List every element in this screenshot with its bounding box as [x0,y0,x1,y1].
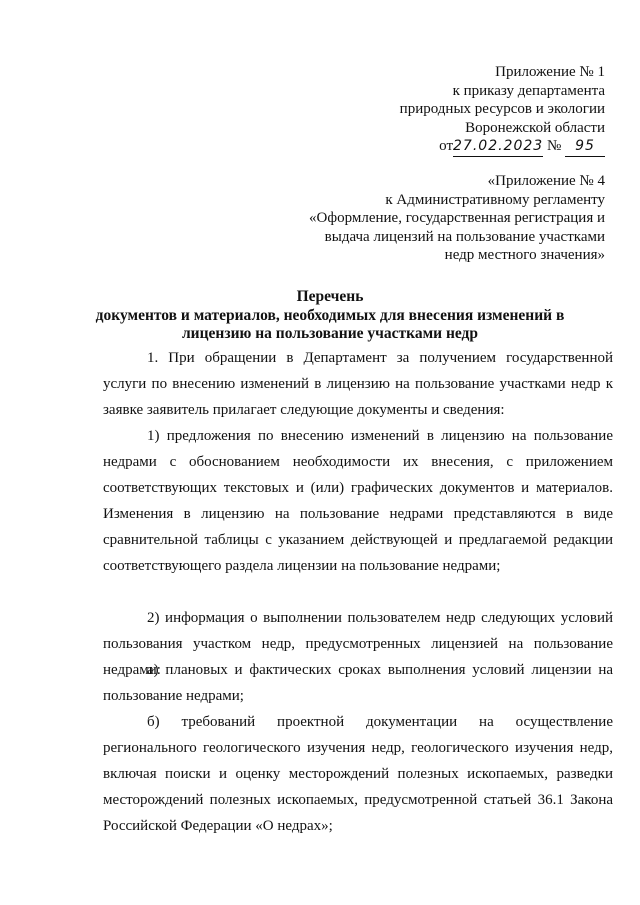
paragraph-1-2-b: б) требований проектной документации на осуществление регионального геологического изучения недр, геологического изучения недр, включая поиски и оценку месторождений полезных ископаемых, разведки месторождений полезных ископаемых, предусмотренной статьей 36.1 Закона Российской Федерации «О недрах»; [103,714,613,834]
appendix-1-title: Приложение № 1 [495,64,605,80]
title-line: документов и материалов, необходимых для внесения изменений в [95,306,565,324]
handwritten-number: 95 [565,137,605,157]
date-prefix: от [439,138,454,154]
title-line: лицензию на пользование участками недр [181,325,479,342]
appendix-4-header [309,172,605,265]
appendix-4-line: «Оформление, государственная регистрация и [309,210,605,226]
paragraph-1-2: 2) информация о выполнении пользователем недр следующих условий пользования участком недр, предусмотренных лицензией на пользование недрами: [103,610,613,678]
appendix-4-line: к Административному регламенту [385,191,605,208]
order-date-number-line [400,137,605,157]
appendix-1-header [400,63,605,157]
appendix-4-line: выдача лицензий на пользование участками [324,228,605,245]
handwritten-date: 27.02.2023 [453,137,543,157]
title-line: Перечень [296,288,364,305]
paragraph-1-1: 1) предложения по внесению изменений в лицензию на пользование недрами с обоснованием необходимости их внесения, с приложением соответствующих текстовых и (или) графических документов и материалов. Изменения в лицензию на пользование недрами представляются в виде сравнительной таблицы с указанием действующей и предлагаемой редакции соответствующего раздела лицензии на пользование недрами; [103,428,613,574]
paragraph-1-2-a: а) плановых и фактических сроках выполнения условий лицензии на пользование недрами; [103,662,613,704]
appendix-4-line: недр местного значения» [444,247,605,263]
paragraph-1: 1. При обращении в Департамент за получением государственной услуги по внесению изменений в лицензию на пользование участками недр к заявке заявитель прилагает следующие документы и сведения: [103,350,613,418]
appendix-1-line: природных ресурсов и экологии [399,101,605,117]
document-title [60,288,600,344]
number-label: № [546,138,562,154]
appendix-4-title: «Приложение № 4 [487,173,605,189]
appendix-1-line: к приказу департамента [452,82,605,99]
appendix-1-line: Воронежской области [465,119,605,136]
